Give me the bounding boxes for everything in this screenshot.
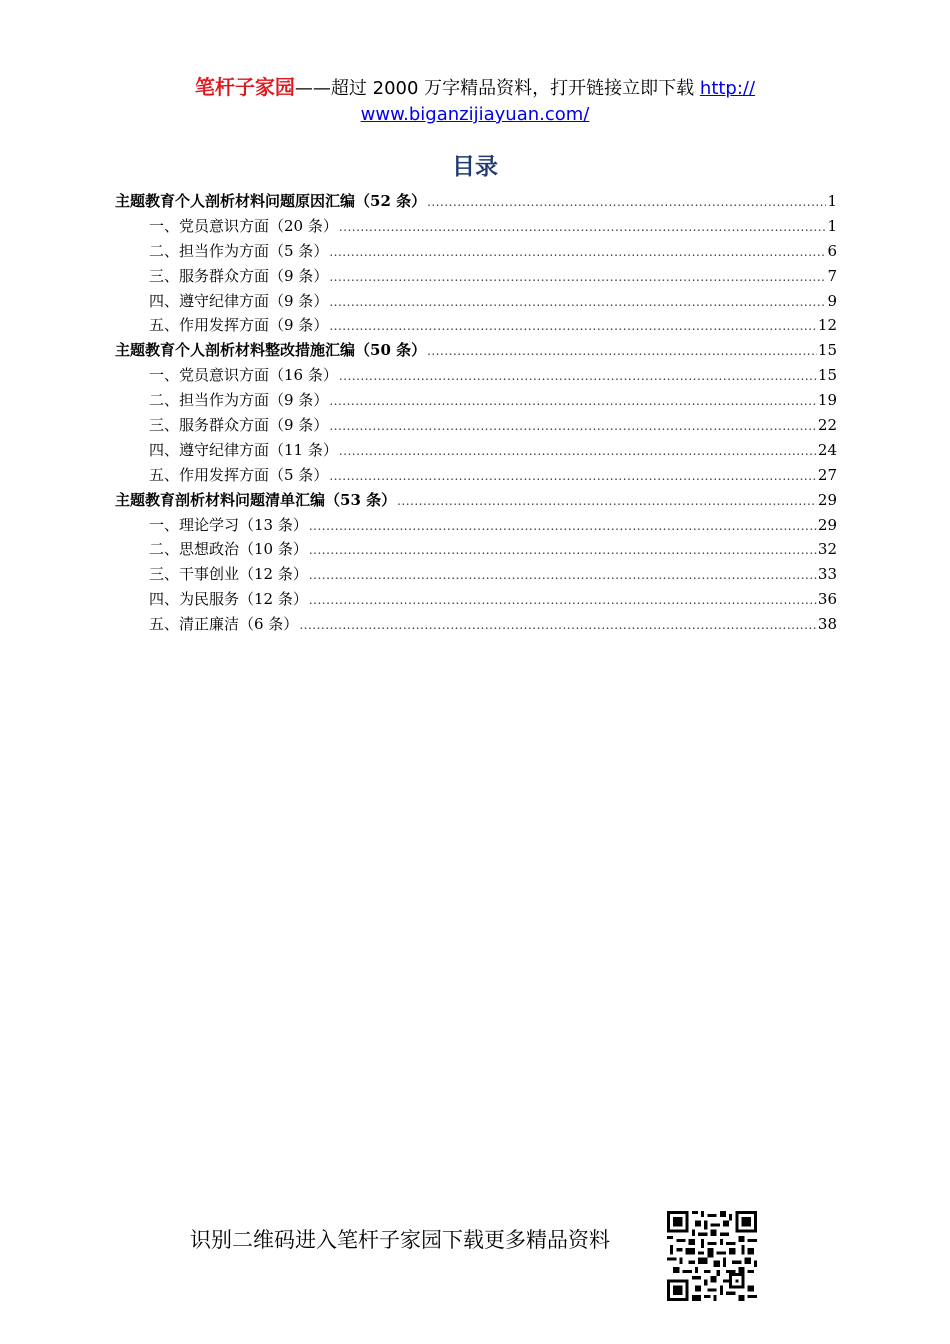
toc-page-number: 15 — [817, 366, 837, 385]
dot-leader — [339, 220, 827, 234]
toc-entry-label: 一、理论学习（13 条） — [149, 515, 308, 534]
dot-leader — [329, 295, 826, 309]
dot-leader — [329, 319, 817, 333]
toc-page-number: 1 — [827, 192, 837, 210]
dot-leader — [339, 369, 817, 383]
toc-entry[interactable] — [115, 489, 837, 514]
toc-entry-label: 主题教育个人剖析材料整改措施汇编（50 条） — [115, 341, 427, 360]
toc-entry-label: 二、担当作为方面（9 条） — [149, 391, 329, 410]
toc-page-number: 32 — [817, 540, 837, 559]
toc-entry-label: 四、遵守纪律方面（9 条） — [149, 291, 329, 310]
toc-entry[interactable] — [115, 314, 837, 339]
toc-entry[interactable] — [115, 215, 837, 240]
toc-entry[interactable] — [115, 464, 837, 489]
toc-entry-label: 二、担当作为方面（5 条） — [149, 241, 329, 260]
toc-entry[interactable] — [115, 265, 837, 290]
toc-entry[interactable] — [115, 190, 837, 215]
toc-entry-label: 主题教育个人剖析材料问题原因汇编（52 条） — [115, 192, 427, 210]
toc-page-number: 38 — [817, 615, 837, 634]
toc-entry-label: 四、遵守纪律方面（11 条） — [149, 440, 338, 459]
table-of-contents — [115, 190, 837, 638]
toc-entry-label: 主题教育剖析材料问题清单汇编（53 条） — [115, 490, 397, 509]
toc-page-number: 12 — [817, 316, 837, 335]
toc-entry[interactable] — [115, 364, 837, 389]
toc-entry-label: 五、作用发挥方面（5 条） — [149, 465, 329, 484]
toc-page-number: 19 — [817, 391, 837, 410]
toc-page-number: 24 — [817, 440, 837, 459]
toc-entry-label: 三、服务群众方面（9 条） — [149, 266, 329, 285]
dot-leader — [329, 394, 817, 408]
dot-leader — [329, 419, 817, 433]
dot-leader — [309, 543, 817, 557]
toc-entry-label: 三、干事创业（12 条） — [149, 565, 308, 584]
toc-entry-label: 四、为民服务（12 条） — [149, 590, 308, 609]
toc-page-number: 29 — [817, 515, 837, 534]
toc-entry[interactable] — [115, 290, 837, 315]
toc-entry[interactable] — [115, 563, 837, 588]
toc-page-number: 9 — [827, 291, 837, 310]
dot-leader — [309, 593, 817, 607]
footer-text: 识别二维码进入笔杆子家园下载更多精品资料 — [190, 1228, 610, 1252]
toc-page-number: 1 — [827, 216, 837, 235]
toc-entry[interactable] — [115, 439, 837, 464]
qr-code-icon[interactable] — [667, 1211, 757, 1301]
toc-page-number: 22 — [817, 416, 837, 435]
toc-page-number: 6 — [827, 241, 837, 260]
toc-entry[interactable] — [115, 414, 837, 439]
toc-entry-label: 一、党员意识方面（16 条） — [149, 366, 338, 385]
dot-leader — [339, 444, 817, 458]
page-header — [0, 74, 950, 128]
toc-entry-label: 五、作用发挥方面（9 条） — [149, 316, 329, 335]
toc-page-number: 27 — [817, 465, 837, 484]
toc-entry-label: 一、党员意识方面（20 条） — [149, 216, 338, 235]
toc-title: 目录 — [452, 153, 498, 180]
toc-page-number: 33 — [817, 565, 837, 584]
toc-page-number: 7 — [827, 266, 837, 285]
toc-entry[interactable] — [115, 588, 837, 613]
website-link-part-1[interactable]: http:// — [699, 78, 756, 99]
header-line-2 — [0, 102, 950, 128]
toc-entry[interactable] — [115, 389, 837, 414]
toc-page-number: 29 — [817, 490, 837, 509]
header-tagline: ——超过 2000 万字精品资料，打开链接立即下载 — [294, 78, 700, 99]
header-line-1 — [0, 74, 950, 102]
dot-leader — [427, 344, 817, 358]
website-link-part-2[interactable]: www.biganzijiayuan.com/ — [360, 104, 590, 125]
dot-leader — [299, 618, 817, 632]
brand-name: 笔杆子家园 — [194, 75, 295, 99]
toc-entry[interactable] — [115, 339, 837, 364]
toc-entry-label: 二、思想政治（10 条） — [149, 540, 308, 559]
toc-entry[interactable] — [115, 240, 837, 265]
toc-entry[interactable] — [115, 613, 837, 638]
dot-leader — [397, 494, 817, 508]
toc-entry-label: 五、清正廉洁（6 条） — [149, 615, 299, 634]
dot-leader — [427, 195, 826, 209]
dot-leader — [329, 245, 826, 259]
toc-entry-label: 三、服务群众方面（9 条） — [149, 416, 329, 435]
dot-leader — [329, 270, 826, 284]
toc-entry[interactable] — [115, 538, 837, 563]
toc-page-number: 36 — [817, 590, 837, 609]
toc-page-number: 15 — [817, 341, 837, 360]
dot-leader — [309, 568, 817, 582]
dot-leader — [309, 519, 817, 533]
dot-leader — [329, 469, 817, 483]
toc-entry[interactable] — [115, 514, 837, 539]
